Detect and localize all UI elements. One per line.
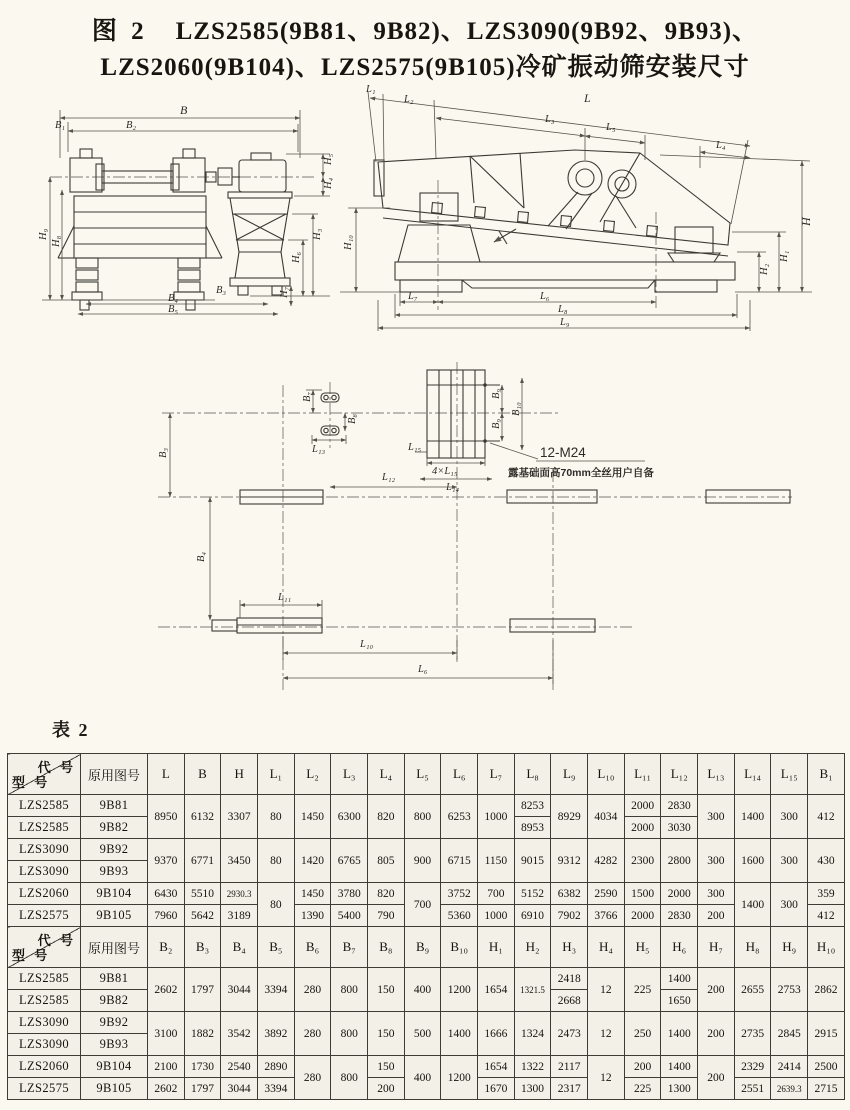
dim-label-L10: L₁₀ — [360, 639, 374, 650]
value-cell: 2300 — [624, 839, 661, 883]
col-header: H₇ — [698, 927, 735, 968]
col-header: L₈ — [514, 754, 551, 795]
value-cell: 300 — [771, 795, 808, 839]
value-cell: 1400 — [441, 1012, 478, 1056]
dim-label-L8: L₈ — [558, 304, 568, 315]
value-cell: 2930.3 — [221, 883, 258, 905]
value-cell: 3030 — [661, 817, 698, 839]
value-cell: 700 — [478, 883, 515, 905]
value-cell: 1730 — [184, 1056, 221, 1078]
value-cell: 2473 — [551, 1012, 588, 1056]
dwg-cell: 9B82 — [81, 990, 148, 1012]
value-cell: 800 — [404, 795, 441, 839]
value-cell: 1322 — [514, 1056, 551, 1078]
value-cell: 9312 — [551, 839, 588, 883]
value-cell: 2540 — [221, 1056, 258, 1078]
col-header: B — [184, 754, 221, 795]
value-cell: 412 — [808, 905, 845, 927]
dim-label-B4-plan: B₄ — [196, 551, 207, 562]
dwg-cell: 9B81 — [81, 968, 148, 990]
value-cell: 2655 — [734, 968, 771, 1012]
table-caption: 表 2 — [52, 720, 90, 740]
diag-label-bottom: 型 号 — [12, 775, 51, 790]
col-header: L₂ — [294, 754, 331, 795]
col-header: B₆ — [294, 927, 331, 968]
value-cell: 412 — [808, 795, 845, 839]
dim-label-L6-plan: L₆ — [418, 664, 428, 675]
value-cell: 1666 — [478, 1012, 515, 1056]
model-cell: LZS2060 — [8, 1056, 81, 1078]
value-cell: 1600 — [734, 839, 771, 883]
dim-label-H7: H₇ — [279, 286, 290, 298]
value-cell: 80 — [258, 883, 295, 927]
value-cell: 6253 — [441, 795, 478, 839]
dwg-cell: 9B93 — [81, 861, 148, 883]
value-cell: 1882 — [184, 1012, 221, 1056]
col-header: H₉ — [771, 927, 808, 968]
value-cell: 700 — [404, 883, 441, 927]
value-cell: 790 — [368, 905, 405, 927]
value-cell: 300 — [698, 883, 735, 905]
dim-label-L3: L₃ — [545, 114, 555, 125]
value-cell: 800 — [331, 968, 368, 1012]
value-cell: 2000 — [624, 795, 661, 817]
col-header: B₁ — [808, 754, 845, 795]
dim-label-L7: L₇ — [408, 291, 418, 302]
diag-label-top: 代 号 — [37, 933, 76, 948]
dim-label-B1: B₁ — [55, 120, 66, 131]
col-header: B₉ — [404, 927, 441, 968]
value-cell: 3307 — [221, 795, 258, 839]
value-cell: 9015 — [514, 839, 551, 883]
value-cell: 2100 — [148, 1056, 185, 1078]
dwg-cell: 9B105 — [81, 905, 148, 927]
col-header: L₆ — [441, 754, 478, 795]
value-cell: 1000 — [478, 905, 515, 927]
dim-label-H4: H₄ — [323, 177, 334, 189]
col-header: H — [221, 754, 258, 795]
dim-label-B9b: B₉ — [491, 418, 502, 429]
value-cell: 8929 — [551, 795, 588, 839]
value-cell: 1654 — [478, 1056, 515, 1078]
value-cell: 800 — [331, 1056, 368, 1100]
dim-label-H6: H₆ — [291, 251, 302, 263]
value-cell: 12 — [588, 1012, 625, 1056]
value-cell: 820 — [368, 883, 405, 905]
value-cell: 5642 — [184, 905, 221, 927]
value-cell: 225 — [624, 968, 661, 1012]
value-cell: 300 — [771, 883, 808, 927]
dwg-cell: 9B92 — [81, 839, 148, 861]
value-cell: 6132 — [184, 795, 221, 839]
col-header: L₁ — [258, 754, 295, 795]
value-cell: 200 — [368, 1078, 405, 1100]
value-cell: 1400 — [734, 883, 771, 927]
value-cell: 1450 — [294, 795, 331, 839]
col-header: B₇ — [331, 927, 368, 968]
value-cell: 2830 — [661, 795, 698, 817]
dim-label-L5: L₅ — [606, 122, 616, 133]
value-cell: 5400 — [331, 905, 368, 927]
value-cell: 6765 — [331, 839, 368, 883]
col-header: H₃ — [551, 927, 588, 968]
value-cell: 1390 — [294, 905, 331, 927]
value-cell: 1200 — [441, 968, 478, 1012]
dwg-cell: 9B105 — [81, 1078, 148, 1100]
dwg-cell: 9B93 — [81, 1034, 148, 1056]
value-cell: 500 — [404, 1012, 441, 1056]
diagonal-header-cell — [8, 927, 81, 968]
value-cell: 3752 — [441, 883, 478, 905]
model-cell: LZS2575 — [8, 1078, 81, 1100]
value-cell: 280 — [294, 968, 331, 1012]
col-header: B₃ — [184, 927, 221, 968]
value-cell: 150 — [368, 1056, 405, 1078]
col-header: B₈ — [368, 927, 405, 968]
col-header: L₁₁ — [624, 754, 661, 795]
value-cell: 5510 — [184, 883, 221, 905]
col-header: H₆ — [661, 927, 698, 968]
dim-label-H1: H₁ — [779, 250, 790, 262]
dwg-cell: 9B81 — [81, 795, 148, 817]
value-cell: 250 — [624, 1012, 661, 1056]
value-cell: 6300 — [331, 795, 368, 839]
value-cell: 12 — [588, 1056, 625, 1100]
model-cell: LZS2585 — [8, 795, 81, 817]
model-cell: LZS2585 — [8, 968, 81, 990]
col-header: B₂ — [148, 927, 185, 968]
value-cell: 6771 — [184, 839, 221, 883]
value-cell: 2845 — [771, 1012, 808, 1056]
value-cell: 1400 — [661, 1012, 698, 1056]
value-cell: 2639.3 — [771, 1078, 808, 1100]
value-cell: 300 — [698, 795, 735, 839]
value-cell: 6715 — [441, 839, 478, 883]
value-cell: 200 — [624, 1056, 661, 1078]
value-cell: 280 — [294, 1056, 331, 1100]
model-cell: LZS2575 — [8, 905, 81, 927]
value-cell: 4282 — [588, 839, 625, 883]
dim-label-B4: B₄ — [168, 293, 179, 304]
value-cell: 2551 — [734, 1078, 771, 1100]
value-cell: 2862 — [808, 968, 845, 1012]
dim-label-B5: B₅ — [168, 304, 179, 315]
value-cell: 1400 — [661, 968, 698, 990]
value-cell: 3044 — [221, 968, 258, 1012]
figure-number: 图 2 — [91, 18, 148, 45]
dim-label-L6: L₆ — [540, 291, 550, 302]
dim-label-H5: H₅ — [323, 153, 334, 165]
value-cell: 1400 — [734, 795, 771, 839]
value-cell: 2715 — [808, 1078, 845, 1100]
value-cell: 800 — [331, 1012, 368, 1056]
col-header: L₇ — [478, 754, 515, 795]
value-cell: 7960 — [148, 905, 185, 927]
bolt-spec-label: 12-M24 — [540, 445, 586, 460]
dim-label-H3: H₃ — [312, 228, 323, 240]
dwg-cell: 9B92 — [81, 1012, 148, 1034]
value-cell: 3766 — [588, 905, 625, 927]
value-cell: 3780 — [331, 883, 368, 905]
value-cell: 1797 — [184, 1078, 221, 1100]
value-cell: 3044 — [221, 1078, 258, 1100]
dimension-table — [7, 753, 845, 1100]
value-cell: 2500 — [808, 1056, 845, 1078]
side-view — [340, 84, 813, 331]
dim-label-B10: B₁₀ — [511, 402, 522, 416]
value-cell: 2602 — [148, 1078, 185, 1100]
col-header: L₁₀ — [588, 754, 625, 795]
value-cell: 1797 — [184, 968, 221, 1012]
value-cell: 2668 — [551, 990, 588, 1012]
value-cell: 1654 — [478, 968, 515, 1012]
value-cell: 3189 — [221, 905, 258, 927]
value-cell: 2418 — [551, 968, 588, 990]
value-cell: 1420 — [294, 839, 331, 883]
value-cell: 2329 — [734, 1056, 771, 1078]
value-cell: 2830 — [661, 905, 698, 927]
col-header: B₄ — [221, 927, 258, 968]
value-cell: 8950 — [148, 795, 185, 839]
col-header: B₅ — [258, 927, 295, 968]
front-view — [38, 103, 334, 315]
col-header: L₃ — [331, 754, 368, 795]
diag-label-bottom: 型 号 — [12, 948, 51, 963]
col-header: L — [148, 754, 185, 795]
diagonal-header-cell — [8, 754, 81, 795]
value-cell: 7902 — [551, 905, 588, 927]
col-header: L₁₂ — [661, 754, 698, 795]
value-cell: 1321.5 — [514, 968, 551, 1012]
value-cell: 3100 — [148, 1012, 185, 1056]
value-cell: 2590 — [588, 883, 625, 905]
model-cell: LZS2585 — [8, 990, 81, 1012]
value-cell: 1500 — [624, 883, 661, 905]
dwg-cell: 9B104 — [81, 1056, 148, 1078]
dim-label-L14: L₁₄ — [446, 482, 460, 493]
value-cell: 430 — [808, 839, 845, 883]
col-header: B₁₀ — [441, 927, 478, 968]
dim-label-B3: B₃ — [216, 285, 227, 296]
value-cell: 805 — [368, 839, 405, 883]
model-cell: LZS3090 — [8, 861, 81, 883]
col-header: H₅ — [624, 927, 661, 968]
dim-label-L11: L₁₁ — [278, 592, 292, 603]
dim-label-B7: B₇ — [302, 391, 313, 402]
value-cell: 400 — [404, 1056, 441, 1100]
value-cell: 200 — [698, 1056, 735, 1100]
dim-label-B2: B₂ — [126, 120, 137, 131]
value-cell: 1324 — [514, 1012, 551, 1056]
value-cell: 5152 — [514, 883, 551, 905]
value-cell: 280 — [294, 1012, 331, 1056]
value-cell: 900 — [404, 839, 441, 883]
col-header: H₁₀ — [808, 927, 845, 968]
value-cell: 2890 — [258, 1056, 295, 1078]
value-cell: 150 — [368, 1012, 405, 1056]
dwg-cell: 9B104 — [81, 883, 148, 905]
diag-label-top: 代 号 — [37, 760, 76, 775]
col-header: H₄ — [588, 927, 625, 968]
plan-view — [158, 362, 792, 690]
dim-label-B: B — [180, 103, 188, 117]
col-header-dwg: 原用图号 — [81, 927, 148, 968]
value-cell: 2000 — [661, 883, 698, 905]
value-cell: 2117 — [551, 1056, 588, 1078]
col-header: L₉ — [551, 754, 588, 795]
model-cell: LZS2060 — [8, 883, 81, 905]
value-cell: 2735 — [734, 1012, 771, 1056]
bolt-note-label: 露基础面高70mm全丝用户自备 — [508, 467, 654, 479]
value-cell: 12 — [588, 968, 625, 1012]
dim-label-H8: H₈ — [51, 235, 62, 247]
value-cell: 3394 — [258, 1078, 295, 1100]
dim-label-H10: H₁₀ — [343, 235, 354, 250]
value-cell: 1200 — [441, 1056, 478, 1100]
title-text-2: LZS2060(9B104)、LZS2575(9B105)冷矿振动筛安装尺寸 — [100, 54, 750, 81]
value-cell: 6910 — [514, 905, 551, 927]
dwg-cell: 9B82 — [81, 817, 148, 839]
value-cell: 200 — [698, 968, 735, 1012]
col-header: L₁₃ — [698, 754, 735, 795]
value-cell: 400 — [404, 968, 441, 1012]
value-cell: 3450 — [221, 839, 258, 883]
col-header: L₄ — [368, 754, 405, 795]
value-cell: 1400 — [661, 1056, 698, 1078]
dim-label-L15: L₁₅ — [408, 442, 422, 453]
dim-label-H2: H₂ — [759, 263, 770, 275]
value-cell: 200 — [698, 905, 735, 927]
value-cell: 2915 — [808, 1012, 845, 1056]
dim-label-L2: L₂ — [404, 94, 414, 105]
dim-label-B3-plan: B₃ — [158, 447, 169, 458]
value-cell: 6430 — [148, 883, 185, 905]
dim-label-B9a: B₉ — [491, 388, 502, 399]
dim-label-B8: B₈ — [347, 413, 358, 424]
value-cell: 300 — [698, 839, 735, 883]
value-cell: 1300 — [514, 1078, 551, 1100]
value-cell: 2317 — [551, 1078, 588, 1100]
value-cell: 80 — [258, 839, 295, 883]
value-cell: 1670 — [478, 1078, 515, 1100]
col-header: H₈ — [734, 927, 771, 968]
value-cell: 225 — [624, 1078, 661, 1100]
value-cell: 3892 — [258, 1012, 295, 1056]
value-cell: 3542 — [221, 1012, 258, 1056]
title-text-1: LZS2585(9B81、9B82)、LZS3090(9B92、9B93)、 — [175, 18, 759, 45]
value-cell: 2800 — [661, 839, 698, 883]
value-cell: 200 — [698, 1012, 735, 1056]
col-header: H₁ — [478, 927, 515, 968]
dim-label-L4: L₄ — [716, 140, 726, 151]
value-cell: 6382 — [551, 883, 588, 905]
model-cell: LZS3090 — [8, 1034, 81, 1056]
value-cell: 3394 — [258, 968, 295, 1012]
dim-label-L9: L₉ — [560, 317, 570, 328]
dim-label-L13: L₁₃ — [312, 444, 326, 455]
model-cell: LZS3090 — [8, 1012, 81, 1034]
col-header: L₁₅ — [771, 754, 808, 795]
col-header: L₅ — [404, 754, 441, 795]
value-cell: 1000 — [478, 795, 515, 839]
dim-label-H: H — [799, 217, 813, 226]
dim-label-L: L — [584, 91, 591, 105]
value-cell: 1450 — [294, 883, 331, 905]
dim-label-L12: L₁₂ — [382, 472, 396, 483]
value-cell: 9370 — [148, 839, 185, 883]
value-cell: 1650 — [661, 990, 698, 1012]
value-cell: 820 — [368, 795, 405, 839]
value-cell: 80 — [258, 795, 295, 839]
dim-label-H9: H₉ — [38, 228, 49, 240]
value-cell: 5360 — [441, 905, 478, 927]
value-cell: 359 — [808, 883, 845, 905]
col-header: L₁₄ — [734, 754, 771, 795]
model-cell: LZS2585 — [8, 817, 81, 839]
value-cell: 2414 — [771, 1056, 808, 1078]
model-cell: LZS3090 — [8, 839, 81, 861]
dim-label-L1: L₁ — [366, 84, 376, 95]
value-cell: 1150 — [478, 839, 515, 883]
value-cell: 150 — [368, 968, 405, 1012]
value-cell: 2602 — [148, 968, 185, 1012]
value-cell: 2753 — [771, 968, 808, 1012]
col-header-dwg: 原用图号 — [81, 754, 148, 795]
col-header: H₂ — [514, 927, 551, 968]
value-cell: 1300 — [661, 1078, 698, 1100]
value-cell: 4034 — [588, 795, 625, 839]
dim-label-4xL15: 4×L₁₅ — [432, 466, 458, 477]
value-cell: 300 — [771, 839, 808, 883]
value-cell: 2000 — [624, 905, 661, 927]
value-cell: 2000 — [624, 817, 661, 839]
value-cell: 8953 — [514, 817, 551, 839]
value-cell: 8253 — [514, 795, 551, 817]
